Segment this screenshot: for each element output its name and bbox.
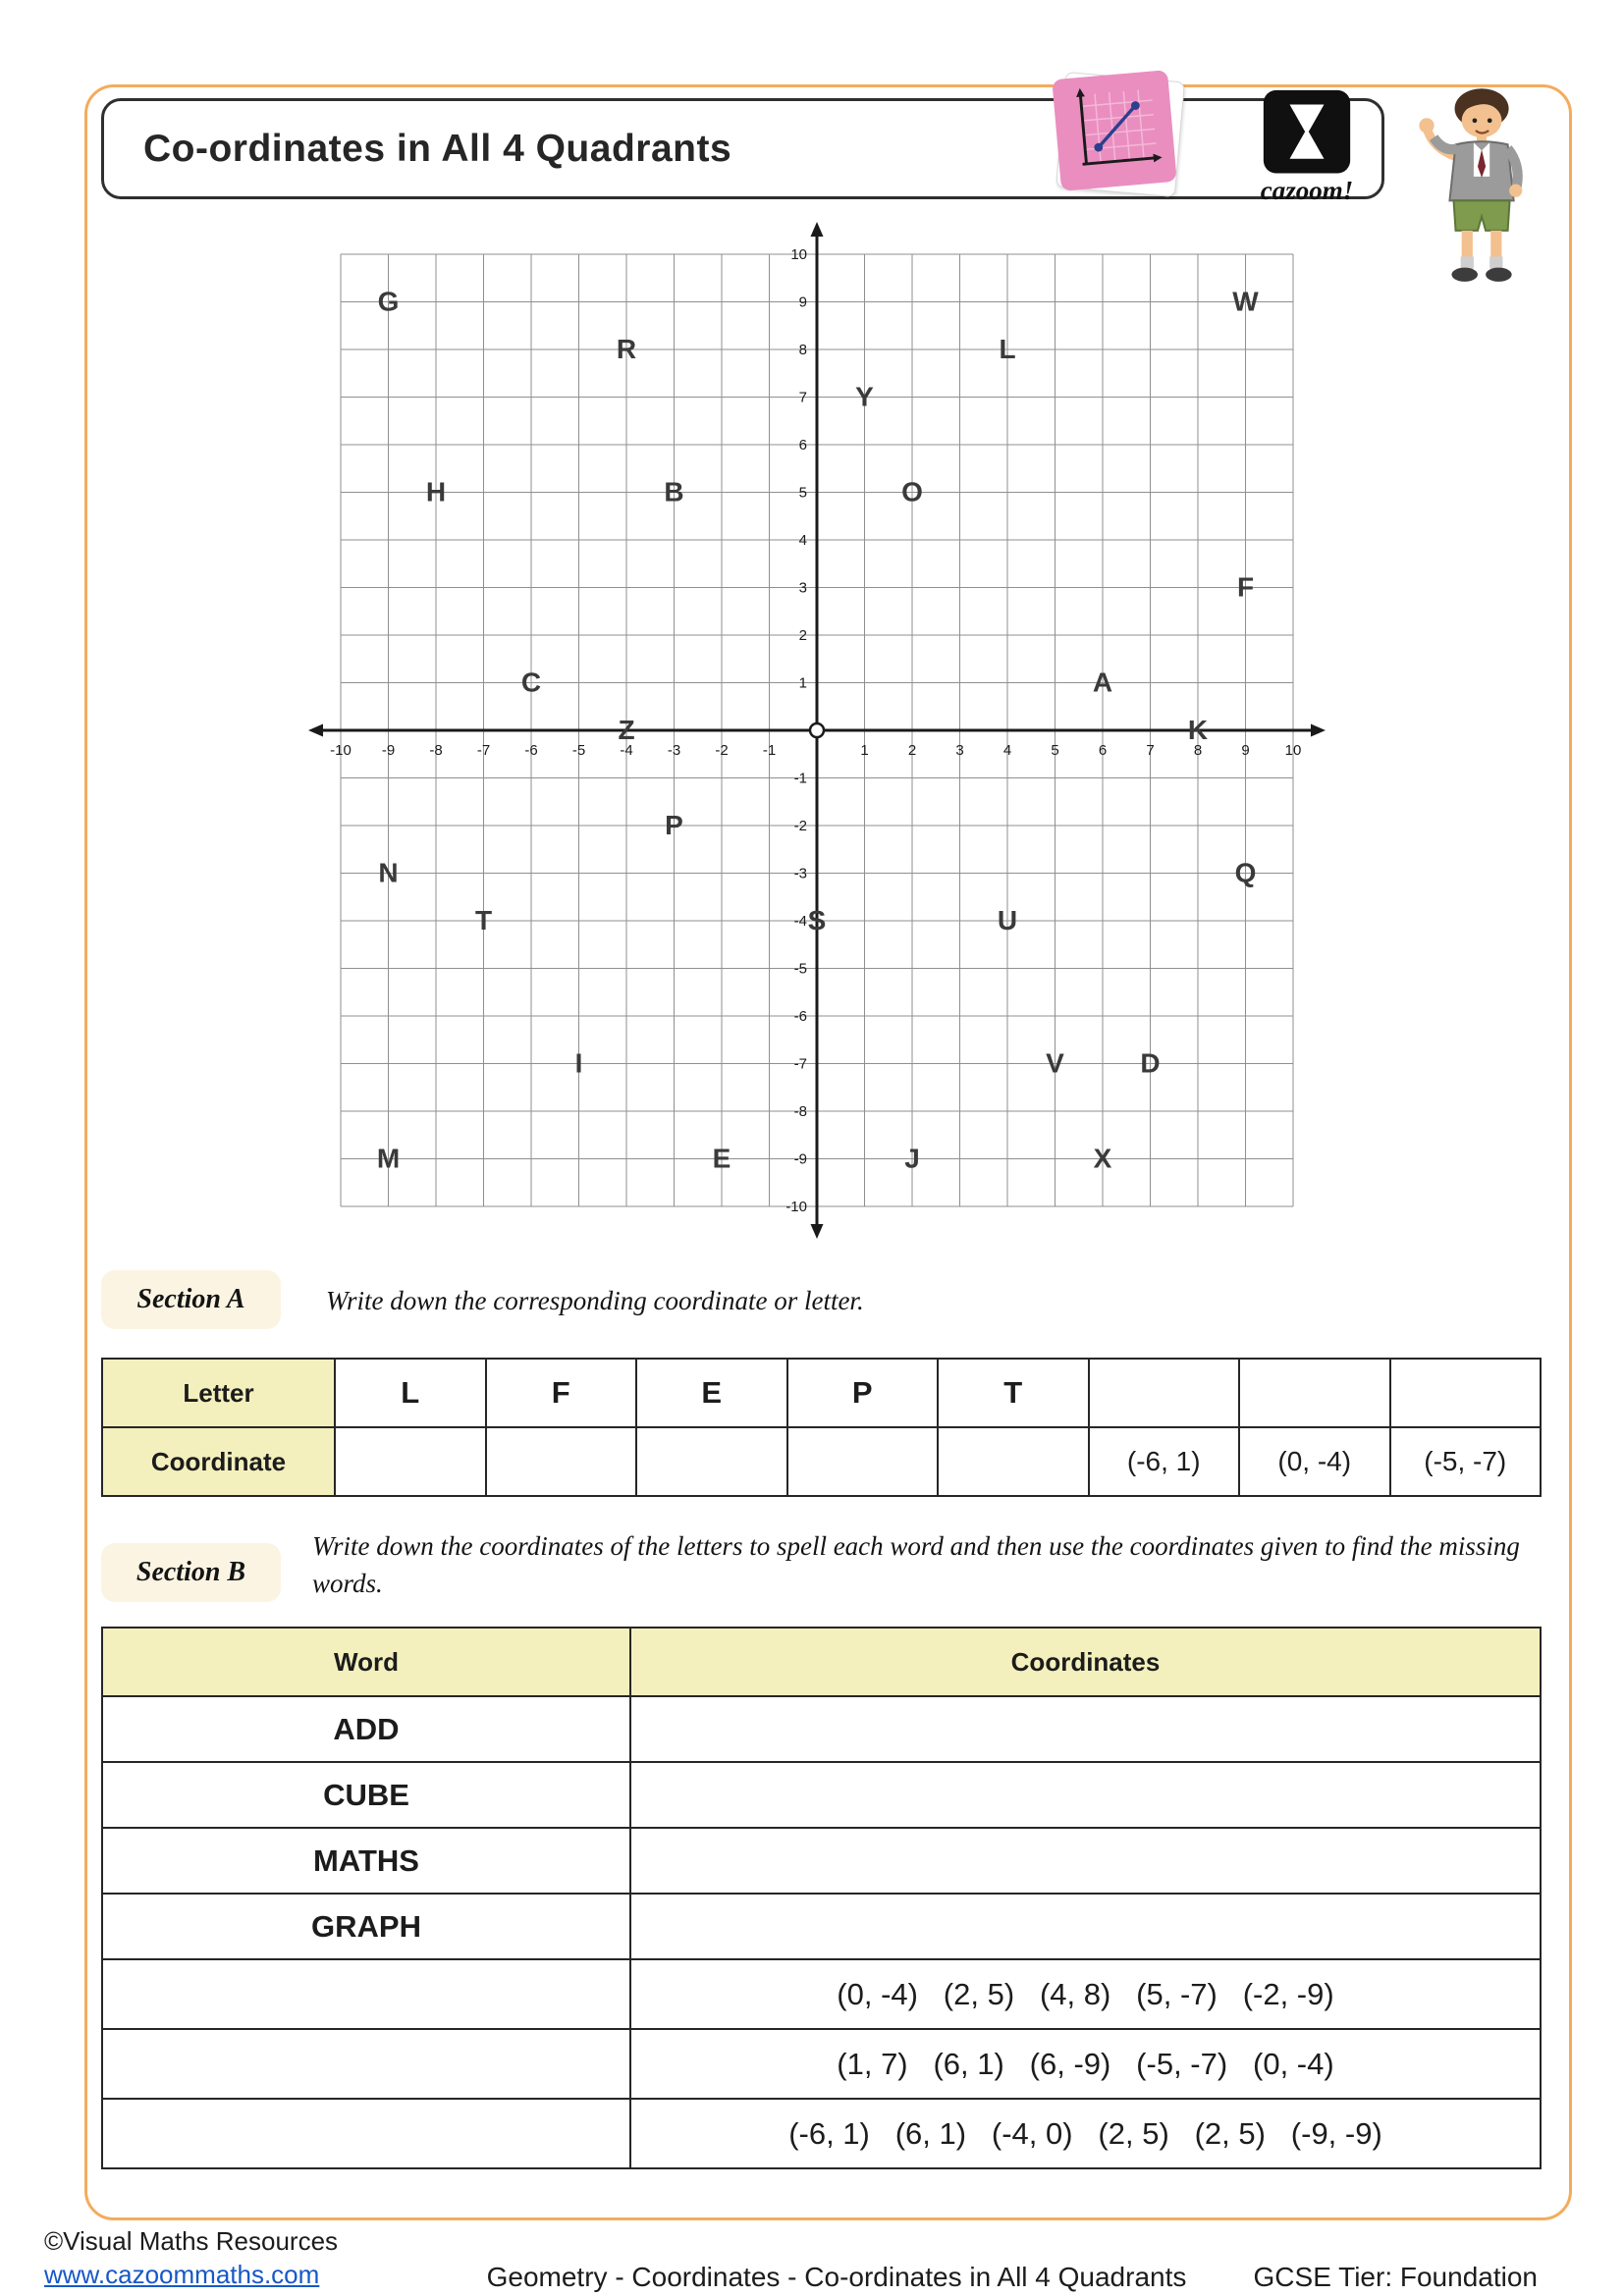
grid-point-letter: P [665, 810, 683, 840]
student-character-illustration [1402, 79, 1555, 289]
word-column-header: Word [102, 1628, 630, 1696]
letter-answer-cell [1239, 1359, 1390, 1427]
section-b-table-wrap [101, 1627, 1542, 2169]
grid-point-letter: T [474, 905, 493, 935]
coordinate-grid [306, 220, 1327, 1241]
x-tick-label: 6 [1098, 742, 1108, 759]
y-tick-label: -6 [793, 1008, 807, 1025]
coordinate-cell: (0, -4) [1239, 1427, 1390, 1496]
x-tick-label: 10 [1284, 742, 1302, 759]
word-cell: ADD [102, 1696, 630, 1762]
letter-answer-cell [1089, 1359, 1240, 1427]
letter-answer-cell [1390, 1359, 1542, 1427]
x-tick-label: -4 [620, 742, 633, 759]
y-tick-label: -1 [793, 770, 807, 787]
missing-word-answer-cell [102, 1959, 630, 2029]
grid-point-letter: J [904, 1143, 920, 1174]
y-tick-label: -4 [793, 913, 807, 930]
y-tick-label: -3 [793, 865, 807, 882]
grid-point-letter: Z [618, 715, 635, 745]
x-tick-label: -7 [476, 742, 491, 759]
x-tick-label: 8 [1193, 742, 1203, 759]
grid-point-letter: Q [1234, 857, 1257, 888]
cazoom-logo-text: cazoom! [1260, 176, 1354, 205]
grid-point-letter: X [1093, 1143, 1112, 1174]
y-tick-label: -7 [793, 1055, 807, 1073]
coordinates-answer-cell [630, 1828, 1541, 1894]
x-tick-label: 3 [955, 742, 964, 759]
y-tick-label: 6 [798, 437, 807, 454]
y-tick-label: -5 [793, 960, 807, 978]
origin-marker [810, 723, 824, 737]
coordinate-answer-cell [636, 1427, 787, 1496]
x-tick-label: 5 [1051, 742, 1059, 759]
x-axis-right-arrow [1311, 724, 1326, 737]
section-a-label: Section A [101, 1270, 281, 1329]
y-tick-label: -9 [793, 1150, 807, 1168]
x-tick-label: 1 [860, 742, 869, 759]
grid-point-letter: G [377, 286, 400, 317]
y-tick-label: 7 [798, 389, 807, 406]
grid-point-letter: C [520, 667, 542, 698]
page-title: Co-ordinates in All 4 Quadrants [143, 127, 732, 170]
section-a-instruction: Write down the corresponding coordinate or letter. [326, 1286, 864, 1315]
x-tick-label: -2 [715, 742, 729, 759]
coordinate-row-header: Coordinate [102, 1427, 335, 1496]
title-box [101, 98, 1384, 199]
y-tick-label: -2 [793, 818, 807, 834]
coordinate-answer-cell [938, 1427, 1089, 1496]
grid-point-letter: M [376, 1143, 401, 1174]
coordinate-cell: (-6, 1) [1089, 1427, 1240, 1496]
grid-point-letter: V [1046, 1047, 1064, 1079]
letter-cell: E [636, 1359, 787, 1427]
x-tick-label: -5 [571, 742, 586, 759]
footer-breadcrumb: Geometry - Coordinates - Co-ordinates in All 4 Quadrants [486, 2262, 1187, 2292]
coordinate-cell: (-5, -7) [1390, 1427, 1542, 1496]
coordinates-answer-cell [630, 1696, 1541, 1762]
x-tick-label: 9 [1241, 742, 1250, 759]
grid-point-letter: W [1232, 286, 1259, 317]
grid-point-letter: F [1236, 571, 1255, 603]
grid-point-letter: B [664, 476, 684, 507]
grid-point-letter: N [378, 857, 399, 888]
coordinates-answer-cell [630, 1894, 1541, 1959]
x-tick-label: -3 [667, 742, 681, 759]
missing-word-answer-cell [102, 2099, 630, 2168]
letter-cell: F [486, 1359, 637, 1427]
coordinate-answer-cell [335, 1427, 486, 1496]
y-tick-label: -8 [793, 1103, 807, 1120]
y-tick-label: 5 [798, 484, 807, 502]
grid-point-letter: Y [855, 381, 874, 412]
word-cell: GRAPH [102, 1894, 630, 1959]
section-b-table [101, 1627, 1542, 2169]
grid-point-letter: U [997, 905, 1018, 935]
coordinate-grid-area [306, 220, 1327, 1241]
x-tick-label: 7 [1146, 742, 1155, 759]
coordinates-clue-cell: (0, -4) (2, 5) (4, 8) (5, -7) (-2, -9) [630, 1959, 1541, 2029]
grid-point-letter: E [712, 1143, 731, 1174]
letter-cell: P [787, 1359, 939, 1427]
coordinates-topic-badge [1053, 71, 1190, 204]
y-axis-down-arrow [811, 1224, 824, 1239]
coordinates-answer-cell [630, 1762, 1541, 1828]
grid-point-letter: D [1140, 1047, 1161, 1079]
x-tick-label: 2 [907, 742, 917, 759]
letter-cell: T [938, 1359, 1089, 1427]
x-tick-label: 4 [1002, 742, 1012, 759]
copyright-text: ©Visual Maths Resources [44, 2226, 339, 2256]
y-tick-label: 3 [798, 579, 807, 597]
cazoom-logo [1243, 88, 1371, 205]
coordinate-answer-cell [486, 1427, 637, 1496]
x-tick-label: -8 [429, 742, 443, 759]
grid-point-letter: A [1092, 667, 1113, 698]
x-tick-label: -1 [762, 742, 777, 759]
grid-point-letter: S [807, 905, 827, 935]
section-b-instruction: Write down the coordinates of the letters to spell each word and then use the coordinates given to find the missing words. [312, 1531, 1520, 1598]
grid-point-letter: O [901, 476, 923, 507]
y-tick-label: 9 [798, 294, 807, 311]
cazoom-logo-icon [1262, 88, 1352, 175]
coordinates-column-header: Coordinates [630, 1628, 1541, 1696]
y-tick-label: 2 [798, 627, 807, 644]
y-tick-label: 1 [798, 674, 807, 692]
x-axis-left-arrow [308, 724, 323, 737]
grid-point-letter: I [574, 1047, 583, 1079]
footer-tier-label: GCSE Tier: Foundation [1253, 2262, 1538, 2292]
badge-pink-card [1052, 70, 1176, 191]
y-tick-label: 10 [790, 246, 807, 263]
letter-cell: L [335, 1359, 486, 1427]
word-cell: CUBE [102, 1762, 630, 1828]
mini-graph-icon [1061, 79, 1167, 183]
section-b-label: Section B [101, 1543, 281, 1602]
y-tick-label: 4 [798, 532, 807, 549]
grid-point-letter: K [1187, 715, 1209, 745]
grid-point-letter: R [616, 334, 637, 364]
y-tick-label: 8 [798, 342, 807, 358]
y-axis-up-arrow [811, 222, 824, 237]
coordinates-clue-cell: (-6, 1) (6, 1) (-4, 0) (2, 5) (2, 5) (-9, -9) [630, 2099, 1541, 2168]
missing-word-answer-cell [102, 2029, 630, 2099]
section-a-table [101, 1358, 1542, 1497]
x-tick-label: -6 [524, 742, 538, 759]
cazoommaths-link[interactable]: www.cazoommaths.com [44, 2260, 320, 2289]
x-tick-label: -10 [330, 742, 352, 759]
y-tick-label: -10 [785, 1199, 807, 1215]
section-a-table-wrap [101, 1358, 1542, 1497]
letter-row-header: Letter [102, 1359, 335, 1427]
word-cell: MATHS [102, 1828, 630, 1894]
grid-point-letter: L [999, 334, 1016, 364]
x-tick-label: -9 [381, 742, 396, 759]
grid-point-letter: H [425, 476, 447, 507]
coordinate-answer-cell [787, 1427, 939, 1496]
coordinates-clue-cell: (1, 7) (6, 1) (6, -9) (-5, -7) (0, -4) [630, 2029, 1541, 2099]
